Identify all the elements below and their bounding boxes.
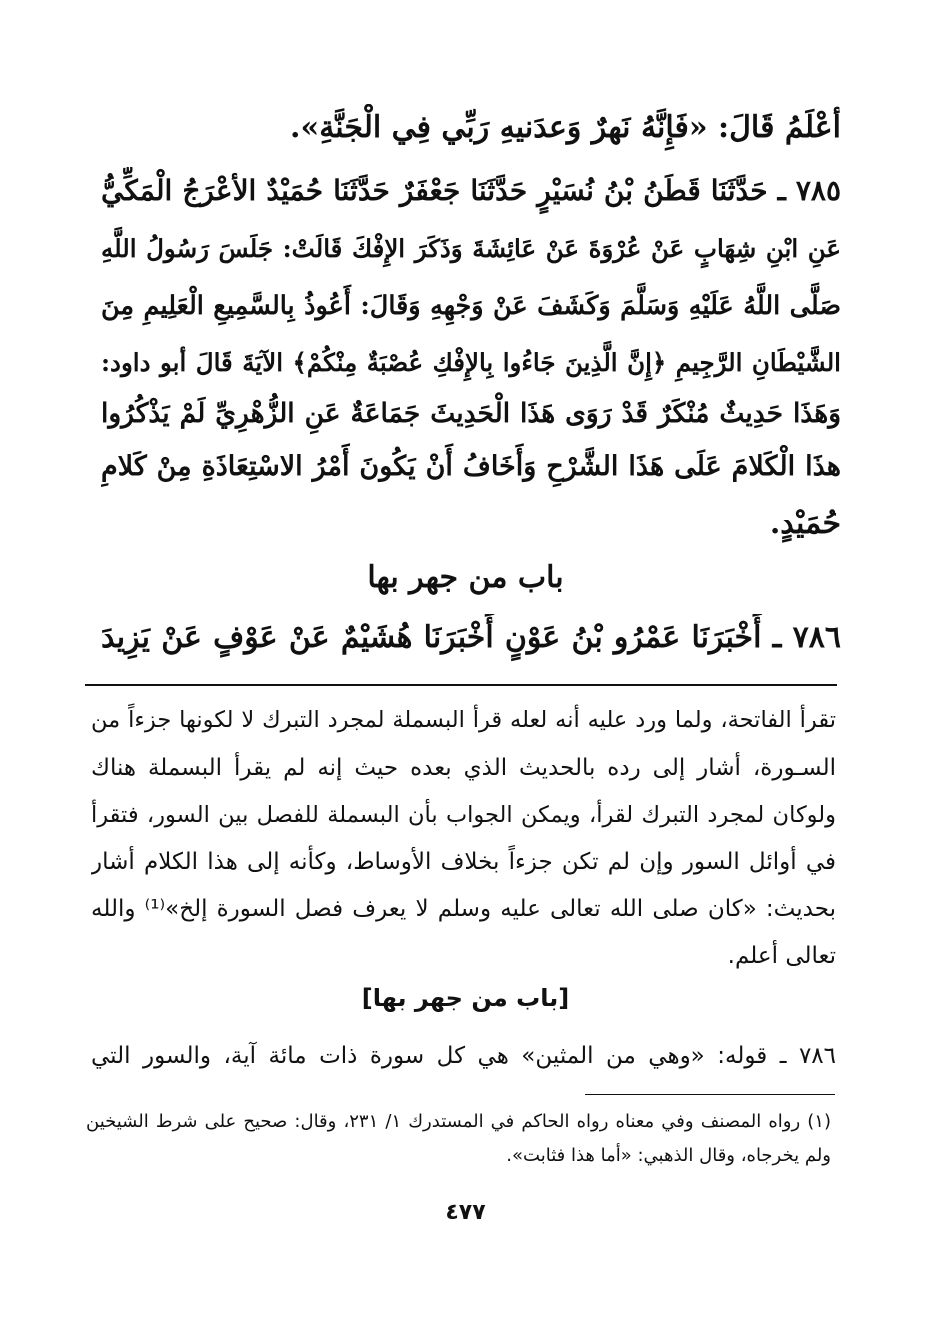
main-text-line-4: صَلَّى اللَّهُ عَلَيْهِ وَسَلَّمَ وَكَشَفَ عَنْ وَجْهِهِ وَقَالَ: أَعُوذُ بِالسَّمِيعِ الْعَلِيمِ مِنَ <box>101 291 841 321</box>
commentary-line-5: بحديث: «كان صلى الله تعالى عليه وسلم لا يعرف فصل السورة إلخ»⁽¹⁾ والله <box>91 896 836 922</box>
commentary-line-3: ولوكان لمجرد التبرك لقرأ، ويمكن الجواب بأن البسملة للفصل بين السور، فتقرأ <box>91 802 836 828</box>
commentary-line-1: تقرأ الفاتحة، ولما ورد عليه أنه لعله قرأ البسملة لمجرد التبرك لا لكونها جزءاً من <box>91 707 836 733</box>
main-text-line-3: عَنِ ابْنِ شِهَابٍ عَنْ عُرْوَةَ عَنْ عَائِشَةَ وَذَكَرَ الإِفْكَ قَالَتْ: جَلَسَ رَسُولُ اللَّهِ <box>101 234 841 263</box>
main-text-line-2: ٧٨٥ ـ حَدَّثَنَا قَطَنُ بْنُ نُسَيْرٍ حَدَّثَنَا جَعْفَرٌ حَدَّثَنَا حُمَيْدٌ الأعْرَجُ الْمَكِّيُّ <box>101 174 841 207</box>
main-text-line-5: الشَّيْطَانِ الرَّجِيمِ ﴿إِنَّ الَّذِينَ جَاءُوا بِالإِفْكِ عُصْبَةٌ مِنْكُمْ﴾ الآيَةَ قَالَ أبو داود: <box>101 348 841 377</box>
footnote-line-1: (١) رواه المصنف وفي معناه رواه الحاكم في المستدرك ١/ ٢٣١، وقال: صحيح على شرط الشيخين <box>86 1111 831 1132</box>
commentary-line-7: ٧٨٦ ـ قوله: «وهي من المثين» هي كل سورة ذات مائة آية، والسور التي <box>91 1043 836 1069</box>
main-text-line-1: أعْلَمُ قَالَ: «فَإِنَّهُ نَهرٌ وَعدَنيهِ رَبِّي فِي الْجَنَّةِ». <box>290 110 841 145</box>
hadith-786-line: ٧٨٦ ـ أَخْبَرَنَا عَمْرُو بْنُ عَوْنٍ أَخْبَرَنَا هُشَيْمٌ عَنْ عَوْفٍ عَنْ يَزِيدَ <box>101 620 841 655</box>
commentary-separator <box>85 684 837 686</box>
commentary-chapter-title: [باب من جهر بها] <box>361 984 570 1012</box>
commentary-line-2: السـورة، أشار إلى رده بالحديث الذي بعده حيث إنه لم يقرأ البسملة هناك <box>91 755 836 781</box>
chapter-title: باب من جهر بها <box>367 560 564 595</box>
footnote-separator <box>585 1094 835 1095</box>
footnote-line-2: ولم يخرجاه، وقال الذهبي: «أما هذا فثابت». <box>506 1145 831 1166</box>
page-number: ٤٧٧ <box>445 1200 486 1225</box>
main-text-line-7: هذَا الْكَلامَ عَلَى هَذَا الشَّرْحِ وَأَخَافُ أَنْ يَكُونَ أَمْرُ الاسْتِعَاذَةِ مِنْ كَلامِ <box>101 451 841 482</box>
main-text-line-6: وَهَذَا حَدِيثٌ مُنْكَرٌ قَدْ رَوَى هَذَا الْحَدِيثَ جَمَاعَةٌ عَنِ الزُّهْرِيِّ لَمْ يَذْكُرُوا <box>101 398 841 429</box>
main-text-line-8: حُمَيْدٍ. <box>769 506 841 541</box>
commentary-line-4: في أوائل السور وإن لم تكن جزءاً بخلاف الأوساط، وكأنه إلى هذا الكلام أشار <box>91 849 836 875</box>
commentary-line-6: تعالى أعلم. <box>727 943 836 969</box>
